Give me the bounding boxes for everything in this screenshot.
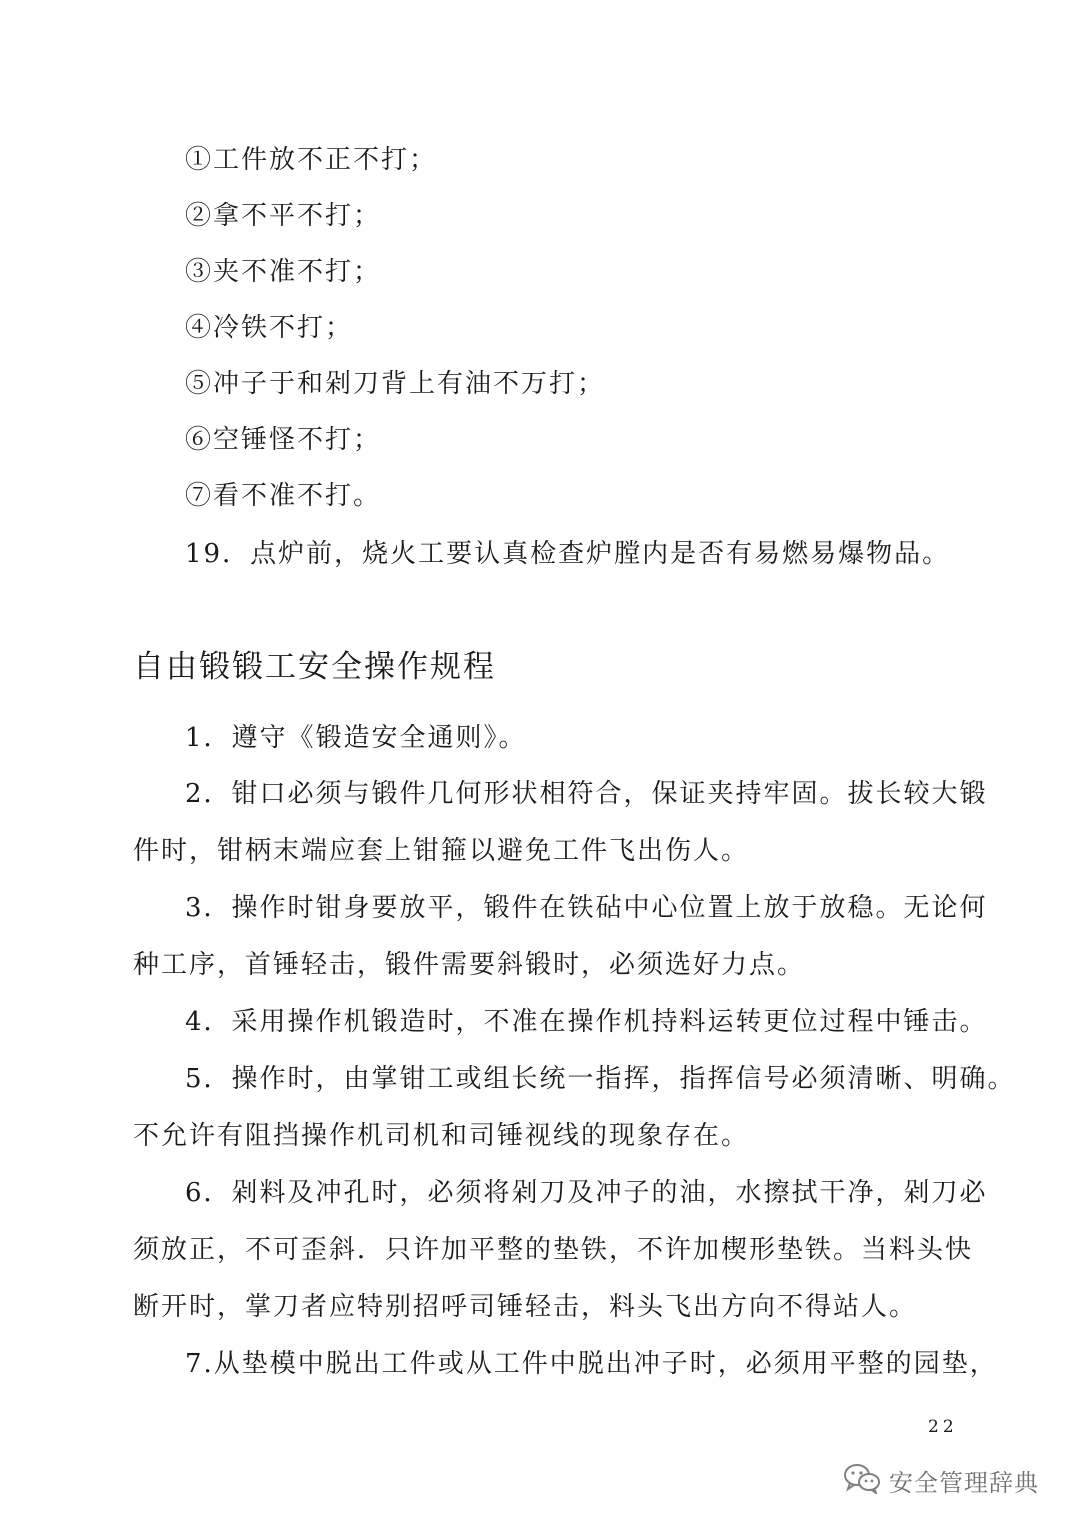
rule-2-line-2: 件时，钳柄末端应套上钳箍以避免工件飞出伤人。 (133, 836, 750, 866)
rule-6-line-2: 须放正，不可歪斜．只许加平整的垫铁，不许加楔形垫铁。当料头快 (133, 1235, 974, 1265)
list-item: ⑥空锤怪不打； (185, 425, 382, 455)
rule-3-line-1: 3．操作时钳身要放平，锻件在铁砧中心位置上放于放稳。无论何 (185, 893, 988, 923)
rule-5-line-2: 不允许有阻挡操作机司机和司锤视线的现象存在。 (133, 1121, 750, 1151)
list-item: ⑤冲子于和剁刀背上有油不万打； (185, 369, 606, 399)
watermark (843, 1460, 1039, 1500)
item-19: 19．点炉前，烧火工要认真检查炉膛内是否有易燃易爆物品。 (185, 539, 951, 569)
list-item: ①工件放不正不打； (185, 145, 438, 175)
list-item: ②拿不平不打； (185, 201, 382, 231)
rule-5-line-1: 5．操作时，由掌钳工或组长统一指挥，指挥信号必须清晰、明确。 (185, 1064, 1016, 1094)
list-item: ③夹不准不打； (185, 257, 382, 287)
rule-6-line-3: 断开时，掌刀者应特别招呼司锤轻击，料头飞出方向不得站人。 (133, 1292, 918, 1322)
list-item: ⑦看不准不打。 (185, 481, 382, 511)
rule-1: 1．遵守《锻造安全通则》。 (185, 723, 527, 753)
wechat-icon (843, 1462, 889, 1498)
rule-6-line-1: 6．剁料及冲孔时，必须将剁刀及冲子的油，水擦拭干净，剁刀必 (185, 1178, 988, 1208)
watermark-text: 安全管理辞典 (889, 1468, 1039, 1497)
page-number: 22 (928, 1417, 958, 1437)
rule-2-line-1: 2．钳口必须与锻件几何形状相符合，保证夹持牢固。拔长较大锻 (185, 779, 988, 809)
rule-7: 7.从垫模中脱出工件或从工件中脱出冲子时，必须用平整的园垫， (185, 1349, 998, 1379)
list-item: ④冷铁不打； (185, 313, 354, 343)
rule-3-line-2: 种工序，首锤轻击，锻件需要斜锻时，必须选好力点。 (133, 950, 806, 980)
section-title: 自由锻锻工安全操作规程 (133, 649, 496, 685)
rule-4: 4．采用操作机锻造时，不准在操作机持料运转更位过程中锤击。 (185, 1007, 988, 1037)
